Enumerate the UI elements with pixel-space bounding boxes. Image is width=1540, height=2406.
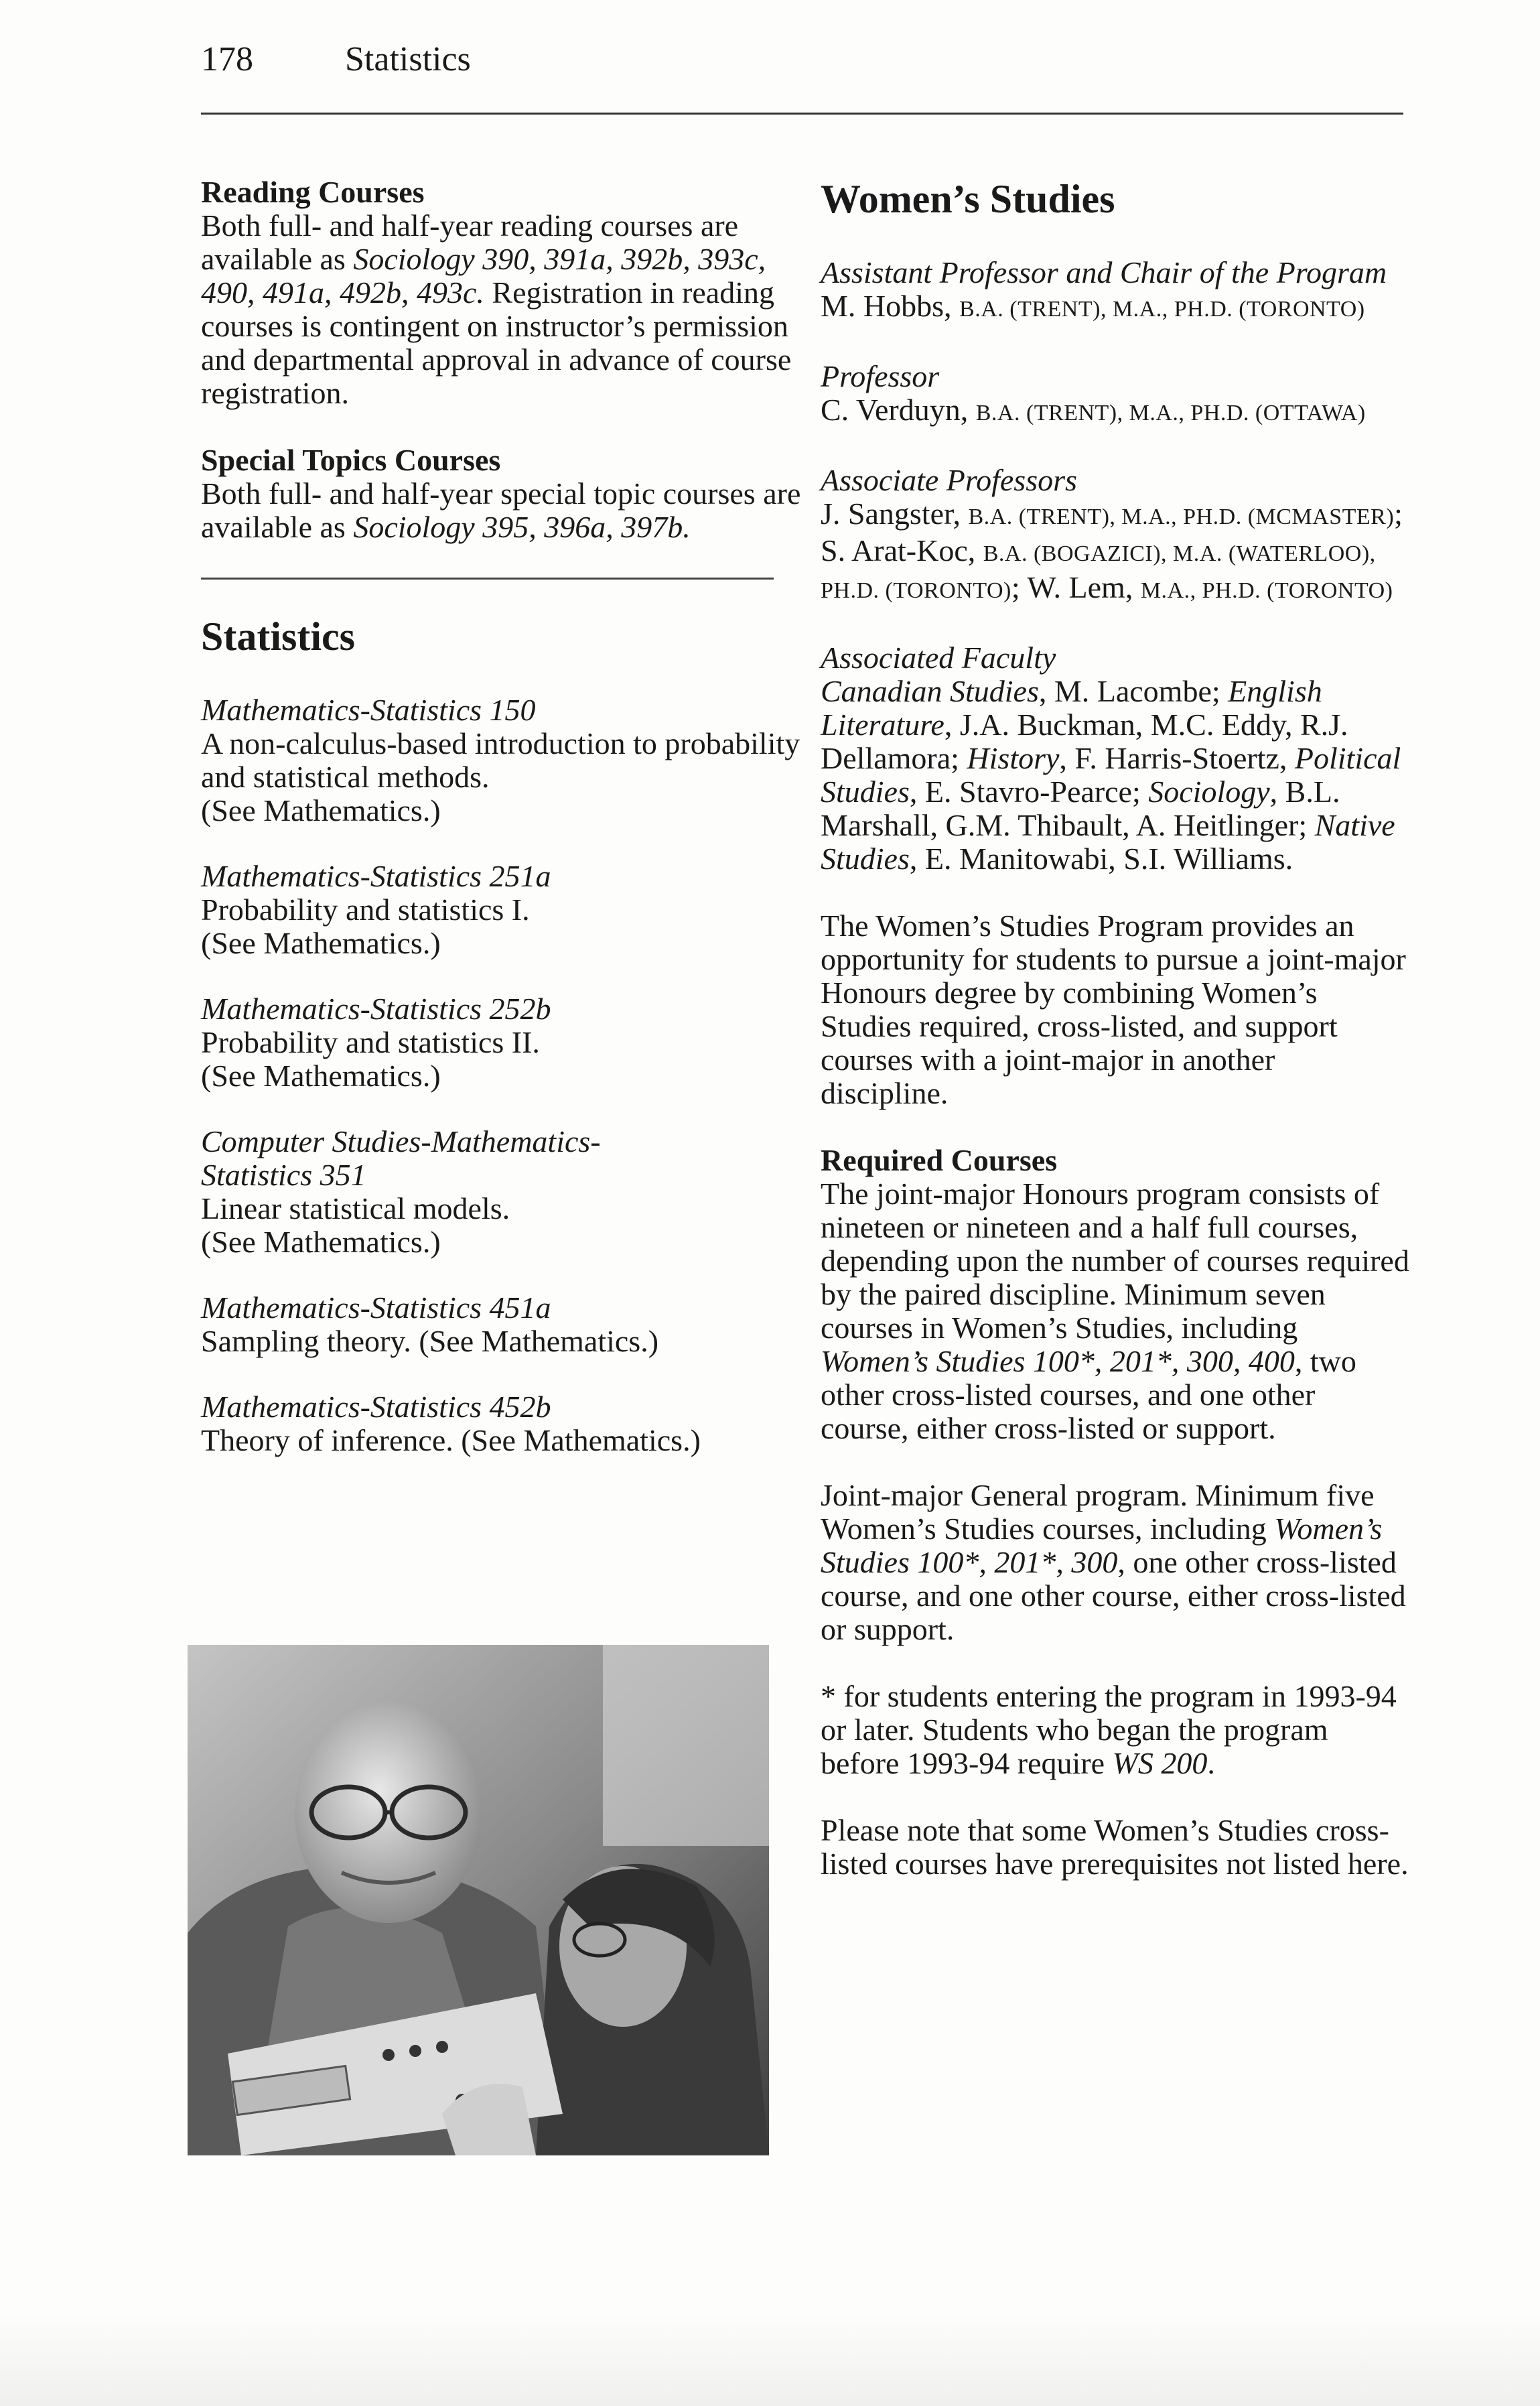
course-description: Probability and statistics I. xyxy=(201,892,530,927)
associate-credentials-3: M.A., PH.D. (TORONTO) xyxy=(1140,578,1393,603)
general-program-text xyxy=(821,1479,1410,1646)
faculty-dept: Native Studies xyxy=(821,808,1395,876)
course-name: Mathematics-Statistics 150 xyxy=(201,693,536,727)
course-description: Linear statistical models. xyxy=(201,1191,510,1225)
header-rule xyxy=(201,113,1403,115)
general-text-2: , one other cross-listed course, and one other course, either cross-listed or support. xyxy=(821,1545,1406,1646)
prerequisite-note: Please note that some Women’s Studies cross-listed courses have prerequisites not listed here. xyxy=(821,1813,1409,1881)
faculty-dept: History xyxy=(967,741,1060,775)
required-courses-text xyxy=(821,1177,1410,1445)
course-name: Mathematics-Statistics 251a xyxy=(201,859,551,893)
running-title: Statistics xyxy=(345,40,471,78)
associated-faculty-role: Associated Faculty xyxy=(821,641,1056,675)
associate-people xyxy=(821,497,1410,608)
course-entry xyxy=(201,1390,804,1457)
course-reference: (See Mathematics.) xyxy=(201,793,441,827)
section-divider xyxy=(201,578,774,580)
faculty-people: , M. Lacombe; xyxy=(1038,674,1229,708)
footnote-text xyxy=(821,1680,1410,1780)
associate-name-1: J. Sangster, xyxy=(821,496,969,531)
course-entry xyxy=(201,1291,804,1358)
required-courses-section xyxy=(821,1144,1410,1445)
special-topics-text-1: Both full- and half-year special topic courses are available as xyxy=(201,476,801,544)
running-head xyxy=(201,39,471,80)
faculty-dept: Sociology xyxy=(1148,775,1270,809)
course-reference: (See Mathematics.) xyxy=(201,1059,441,1093)
professor-credentials: B.A. (TRENT), M.A., PH.D. (OTTAWA) xyxy=(975,401,1366,425)
page-number: 178 xyxy=(201,40,253,78)
required-text-2: , two other cross-listed courses, and one other course, either cross-listed or support. xyxy=(821,1344,1356,1445)
faculty-people: , J.A. Buckman, M.C. Eddy, R.J. Dellamora; xyxy=(821,708,1348,775)
left-column xyxy=(201,176,804,1489)
scan-edge-shading xyxy=(0,2312,1540,2406)
chair-role: Assistant Professor and Chair of the Program xyxy=(821,255,1387,289)
faculty-dept: Canadian Studies xyxy=(821,674,1039,708)
reading-courses-text-2: Registration in reading courses is contingent on instructor’s permission and departmental approval in advance of course registration. xyxy=(201,275,792,410)
course-reference: (See Mathematics.) xyxy=(201,926,441,960)
footnote-text-1: * for students entering the program in 1993-94 or later. Students who began the program before 1993-94 require xyxy=(821,1679,1397,1780)
course-reference: (See Mathematics.) xyxy=(201,1225,441,1259)
reading-courses-list: Sociology 390, 391a, 392b, 393c, 490, 491a, 492b, 493c. xyxy=(201,242,766,310)
required-courses-heading: Required Courses xyxy=(821,1143,1058,1177)
right-column xyxy=(821,176,1410,1881)
reading-courses-text xyxy=(201,209,804,410)
course-name: Mathematics-Statistics 252b xyxy=(201,992,551,1026)
special-topics-list: Sociology 395, 396a, 397b. xyxy=(353,510,691,544)
course-description: Theory of inference. (See Mathematics.) xyxy=(201,1423,701,1457)
program-intro: The Women’s Studies Program provides an opportunity for students to pursue a joint-major Honours degree by combining Women’s Studies required, cross-listed, and support courses with a joint-major in another discipline. xyxy=(821,909,1406,1110)
reading-courses-text-1: Both full- and half-year reading courses are available as xyxy=(201,208,739,276)
faculty-dept: Political Studies xyxy=(821,741,1401,809)
special-topics-text xyxy=(201,477,804,544)
course-description: Probability and statistics II. xyxy=(201,1025,540,1059)
general-text-1: Joint-major General program. Minimum five Women’s Studies courses, including xyxy=(821,1478,1375,1546)
special-topics-heading: Special Topics Courses xyxy=(201,443,501,477)
professor-name: C. Verduyn, xyxy=(821,393,976,427)
course-name: Mathematics-Statistics 452b xyxy=(201,1390,551,1424)
course-entry xyxy=(201,693,804,827)
faculty-people: , E. Stavro-Pearce; xyxy=(909,775,1149,809)
professor-role: Professor xyxy=(821,359,940,393)
womens-studies-title: Women’s Studies xyxy=(821,177,1115,221)
faculty-people: , E. Manitowabi, S.I. Williams. xyxy=(909,842,1293,876)
statistics-title: Statistics xyxy=(201,614,355,659)
chair-name: M. Hobbs, xyxy=(821,289,960,323)
reading-courses-section xyxy=(201,176,804,410)
chair-person xyxy=(821,289,1410,326)
faculty-people: , F. Harris-Stoertz, xyxy=(1059,741,1295,775)
general-course-list: Women’s Studies 100*, 201*, 300 xyxy=(821,1512,1383,1579)
associate-name-3: ; W. Lem, xyxy=(1011,570,1141,604)
associated-faculty-entry xyxy=(821,641,1410,876)
required-text-1: The joint-major Honours program consists of nineteen or nineteen and a half full courses, depending upon the number of courses required by the paired discipline. Minimum seven courses in Women’s Studies, including xyxy=(821,1177,1409,1345)
reading-courses-heading: Reading Courses xyxy=(201,175,425,209)
course-description: Sampling theory. (See Mathematics.) xyxy=(201,1324,659,1358)
faculty-dept: English Literature xyxy=(821,674,1322,742)
faculty-people: , B.L. Marshall, G.M. Thibault, A. Heitlinger; xyxy=(821,775,1340,842)
chair-entry xyxy=(821,256,1410,326)
associate-credentials-2: B.A. (BOGAZICI), M.A. (WATERLOO), PH.D. (TORONTO) xyxy=(821,541,1376,603)
photo-illustration xyxy=(188,1645,769,2155)
associate-role: Associate Professors xyxy=(821,463,1077,497)
associated-faculty-list xyxy=(821,675,1410,876)
required-course-list: Women’s Studies 100*, 201*, 300, 400 xyxy=(821,1344,1295,1378)
associate-credentials-1: B.A. (TRENT), M.A., PH.D. (MCMASTER) xyxy=(968,505,1395,529)
professor-entry xyxy=(821,360,1410,430)
course-entry xyxy=(201,992,804,1093)
associate-professors-entry xyxy=(821,464,1410,608)
associate-name-2: ; S. Arat-Koc, xyxy=(821,496,1403,567)
special-topics-section xyxy=(201,444,804,544)
photo-instructor-and-student xyxy=(188,1645,769,2155)
chair-credentials: B.A. (TRENT), M.A., PH.D. (TORONTO) xyxy=(959,297,1365,322)
course-entry xyxy=(201,860,804,960)
professor-person xyxy=(821,393,1410,430)
course-description: A non-calculus-based introduction to probability and statistical methods. xyxy=(201,726,800,794)
course-name: Mathematics-Statistics 451a xyxy=(201,1290,551,1325)
course-entry xyxy=(201,1125,804,1259)
course-name: Computer Studies-Mathematics-Statistics 351 xyxy=(201,1124,601,1192)
footnote-text-2: . xyxy=(1207,1746,1215,1780)
footnote-course: WS 200 xyxy=(1112,1746,1208,1780)
